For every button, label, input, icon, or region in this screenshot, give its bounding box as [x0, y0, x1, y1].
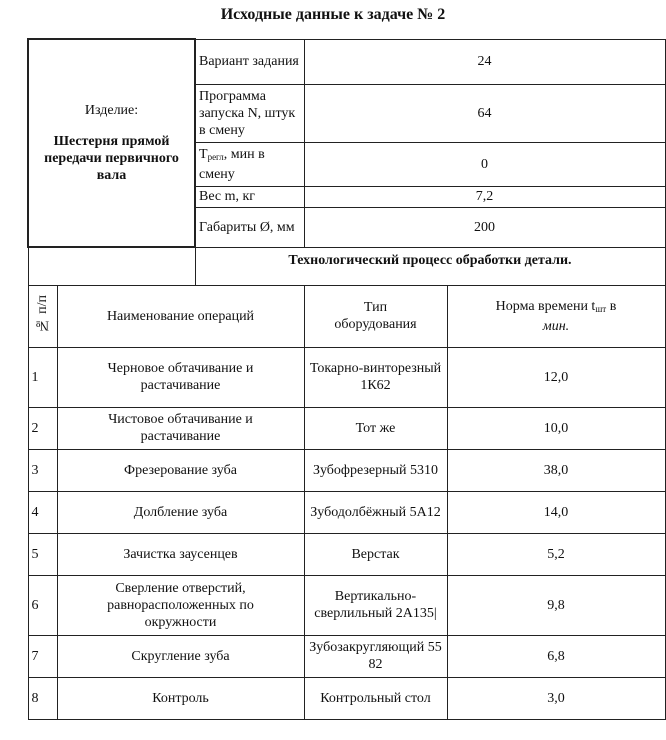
row-operation: Фрезерование зуба	[57, 449, 304, 491]
param-value: 0	[304, 142, 665, 186]
row-operation: Скругление зуба	[57, 635, 304, 677]
row-num: 1	[28, 347, 57, 407]
process-title-spacer	[28, 247, 195, 285]
row-time: 5,2	[447, 533, 665, 575]
param-label-sub: регл	[207, 151, 224, 162]
row-num: 6	[28, 575, 57, 635]
product-name: Шестерня прямой передачи первичного вала	[44, 134, 179, 183]
header-norm-rest: в	[606, 298, 617, 314]
param-value: 64	[304, 84, 665, 142]
row-num: 5	[28, 533, 57, 575]
row-equipment: Контрольный стол	[304, 677, 447, 719]
row-time: 9,8	[447, 575, 665, 635]
param-row	[28, 39, 665, 84]
row-time: 10,0	[447, 407, 665, 449]
table-row	[28, 347, 665, 407]
row-num: 7	[28, 635, 57, 677]
param-label: Вариант задания	[195, 39, 304, 84]
product-cell	[28, 39, 195, 247]
row-equipment: Зубозакругляющий 5582	[304, 635, 447, 677]
param-value: 24	[304, 39, 665, 84]
process-title-row	[28, 247, 665, 285]
row-time: 6,8	[447, 635, 665, 677]
task-data-table	[27, 38, 666, 720]
row-num: 2	[28, 407, 57, 449]
table-row	[28, 635, 665, 677]
table-row	[28, 575, 665, 635]
row-equipment: Токарно-винторезный 1К62	[304, 347, 447, 407]
row-num: 3	[28, 449, 57, 491]
row-operation: Сверление отверстий, равнорасположенных по окружности	[57, 575, 304, 635]
param-value: 7,2	[304, 186, 665, 207]
header-operation: Наименование операций	[57, 285, 304, 347]
param-label	[195, 142, 304, 186]
header-norm	[447, 285, 665, 347]
table-row	[28, 491, 665, 533]
header-num-text: № п/п	[35, 294, 50, 333]
row-num: 4	[28, 491, 57, 533]
row-operation: Чистовое обтачивание и растачивание	[57, 407, 304, 449]
row-equipment: Тот же	[304, 407, 447, 449]
row-time: 12,0	[447, 347, 665, 407]
param-label-rest: , мин в смену	[199, 146, 265, 182]
header-equipment: Тип оборудования	[304, 285, 447, 347]
header-norm-unit: мин.	[542, 318, 570, 334]
table-row	[28, 449, 665, 491]
table-row	[28, 533, 665, 575]
table-row	[28, 407, 665, 449]
row-num: 8	[28, 677, 57, 719]
table-row	[28, 677, 665, 719]
row-operation: Контроль	[57, 677, 304, 719]
row-operation: Зачистка заусенцев	[57, 533, 304, 575]
row-operation: Черновое обтачивание и растачивание	[57, 347, 304, 407]
row-equipment: Вертикально-сверлильный 2А135|	[304, 575, 447, 635]
row-time: 14,0	[447, 491, 665, 533]
product-label: Изделие:	[84, 103, 139, 118]
header-num	[28, 285, 57, 347]
row-equipment: Зубофрезерный 5310	[304, 449, 447, 491]
param-label: Программа запуска N, штук в смену	[195, 84, 304, 142]
row-operation: Долбление зуба	[57, 491, 304, 533]
header-norm-main: Норма времени t	[495, 298, 596, 314]
row-equipment: Верстак	[304, 533, 447, 575]
header-norm-sub: шт	[595, 303, 607, 314]
header-row	[28, 285, 665, 347]
param-label-main: T	[199, 146, 208, 162]
param-value: 200	[304, 207, 665, 247]
param-label: Габариты Ø, мм	[195, 207, 304, 247]
param-label: Вес m, кг	[195, 186, 304, 207]
process-title: Технологический процесс обработки детали.	[195, 247, 665, 285]
row-time: 3,0	[447, 677, 665, 719]
page-title: Исходные данные к задаче № 2	[220, 6, 446, 23]
row-equipment: Зубодолбёжный 5А12	[304, 491, 447, 533]
row-time: 38,0	[447, 449, 665, 491]
